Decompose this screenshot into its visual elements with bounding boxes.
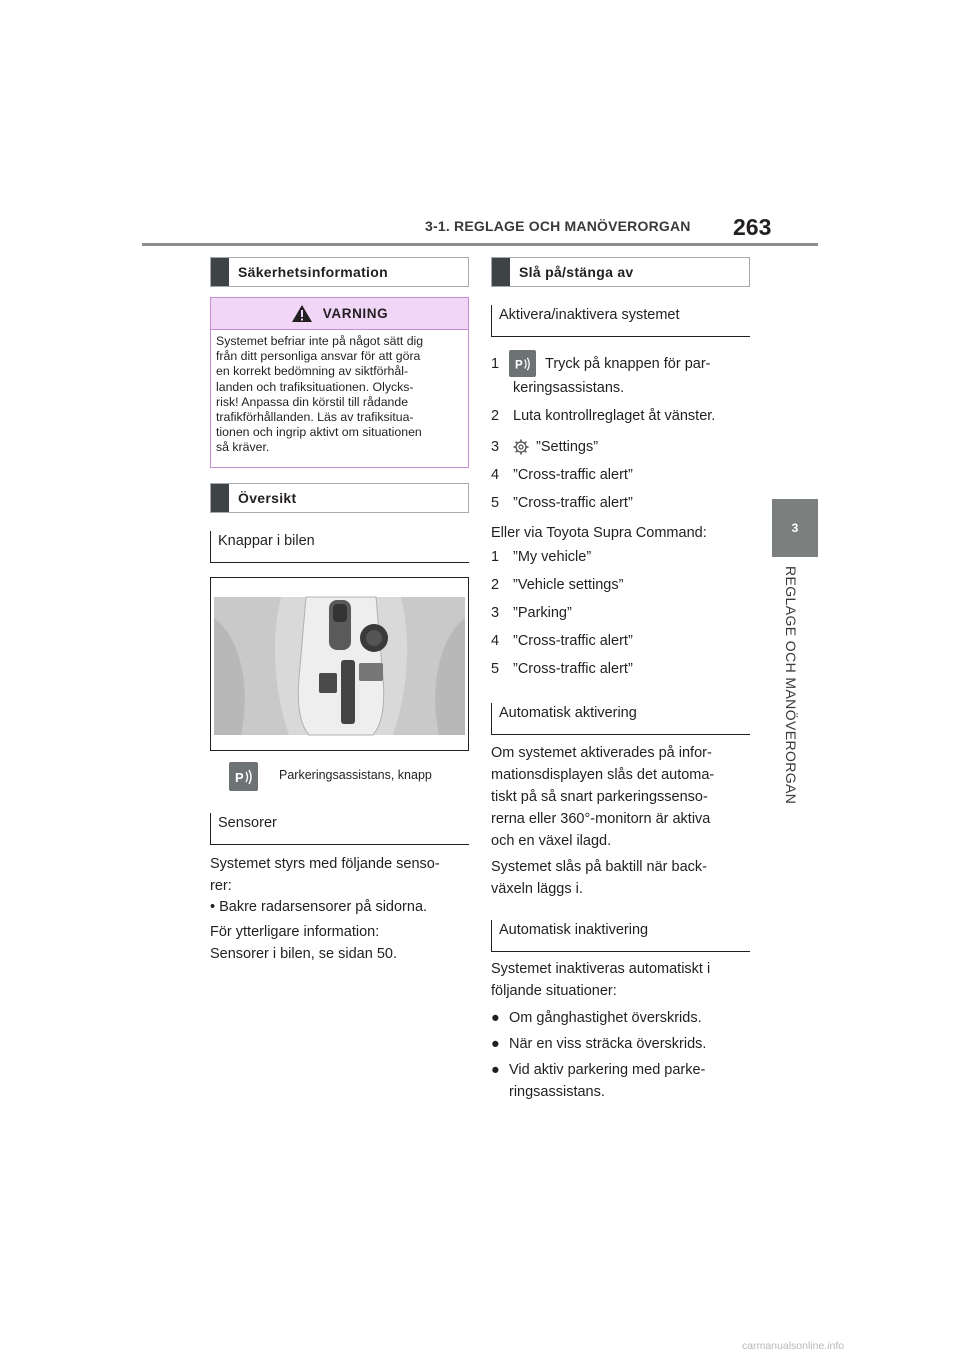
step-b2: 2 ”Vehicle settings” — [491, 577, 624, 593]
console-illustration — [210, 577, 469, 751]
svg-text:P: P — [234, 769, 244, 785]
parking-sensor-icon — [233, 768, 255, 786]
activate-subheading: Aktivera/inaktivera systemet — [491, 305, 750, 337]
auto-on-text: Om systemet aktiverades på infor- mationsdisplayen slås det automa- tiskt på så snart parkeringssenso- rerna eller 360°-monitorn är aktiva och en växel ilagd. — [491, 745, 715, 849]
auto-off-text: Systemet inaktiveras automatiskt i följande situationer: — [491, 961, 711, 999]
warning-header — [211, 298, 468, 330]
step-b4: 4 ”Cross-traffic alert” — [491, 633, 633, 649]
page-number: 263 — [733, 214, 772, 240]
step-b5: 5 ”Cross-traffic alert” — [491, 661, 633, 677]
parking-assist-button-icon — [509, 350, 536, 377]
svg-text:P: P — [514, 358, 523, 371]
sensors-bullet: • Bakre radarsensorer på sidorna. — [210, 899, 428, 915]
more-info-text: För ytterligare information: Sensorer i bilen, se sidan 50. — [210, 924, 397, 962]
auto-on-subheading: Automatisk aktivering — [491, 703, 750, 735]
gear-icon — [513, 439, 529, 455]
buttons-subheading: Knappar i bilen — [210, 531, 469, 563]
button-caption: Parkeringsassistans, knapp — [279, 768, 432, 782]
step-a3: 3 ”Settings” — [491, 439, 599, 455]
auto-off-bullet: ● När en viss sträcka överskrids. — [491, 1036, 707, 1052]
auto-off-bullet: ● Om gånghastighet överskrids. — [491, 1010, 702, 1026]
auto-off-subheading: Automatisk inaktivering — [491, 920, 750, 952]
chapter-label: REGLAGE OCH MANÖVERORGAN — [783, 566, 799, 805]
chapter-tab: 3 — [772, 499, 818, 557]
warning-title: VARNING — [322, 306, 389, 321]
step-a1-cont: keringsassistans. — [513, 380, 625, 396]
warning-box — [210, 297, 469, 468]
sensors-text: Systemet styrs med följande senso- rer: — [210, 856, 440, 894]
warning-text: Systemet befriar inte på något sätt dig från ditt personliga ansvar för att göra en korrekt bedömning av siktförhål- landen och trafiksituationen. Olycks- risk! Anpassa din körstil till rådande trafikförhållanden. Läs av trafiksitua- tionen och ingrip aktivt om situationen så kräver. — [216, 334, 424, 455]
header-rule — [142, 243, 818, 246]
sensors-subheading: Sensorer — [210, 813, 469, 845]
auto-on-text-2: Systemet slås på baktill när back- växeln läggs i. — [491, 859, 707, 897]
running-header: 3-1. REGLAGE OCH MANÖVERORGAN — [425, 218, 691, 234]
center-console-image — [211, 578, 468, 750]
step-a5: 5 ”Cross-traffic alert” — [491, 495, 633, 511]
auto-off-bullet: ● Vid aktiv parkering med parke- — [491, 1062, 706, 1078]
step-a4: 4 ”Cross-traffic alert” — [491, 467, 633, 483]
parking-sensor-icon — [513, 356, 533, 372]
step-a2: 2 Luta kontrollreglaget åt vänster. — [491, 408, 716, 424]
step-b1: 1 ”My vehicle” — [491, 549, 592, 565]
step-a1: 1 P Tryck på knappen för par- — [491, 350, 710, 377]
step-b3: 3 ”Parking” — [491, 605, 572, 621]
warning-triangle-icon — [291, 304, 313, 323]
auto-off-bullet-cont: ringsassistans. — [509, 1084, 605, 1100]
parking-assist-button-icon — [229, 762, 258, 791]
onoff-section-heading: Slå på/stänga av — [491, 257, 750, 287]
overview-section-heading: Översikt — [210, 483, 469, 513]
safety-section-heading: Säkerhetsinformation — [210, 257, 469, 287]
footer-watermark: carmanualsonline.info — [742, 1340, 845, 1352]
or-via-text: Eller via Toyota Supra Command: — [491, 525, 707, 541]
